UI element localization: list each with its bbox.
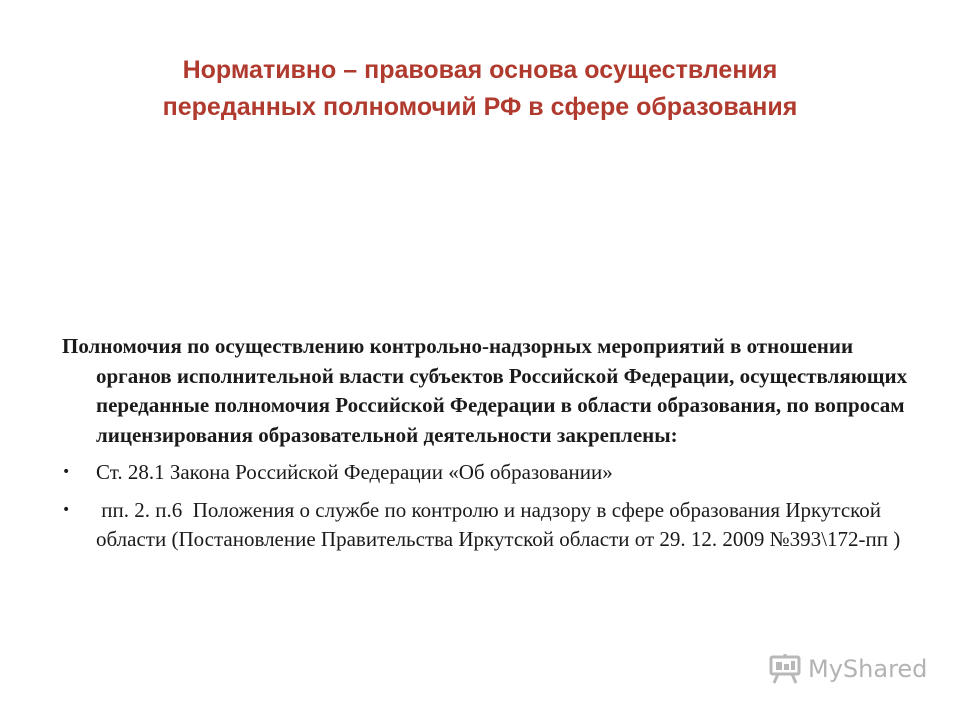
watermark-logo [768, 654, 927, 684]
bullet-text-1: Ст. 28.1 Закона Российской Федерации «Об образовании» [96, 460, 613, 484]
title-line-2: переданных полномочий РФ в сфере образования [162, 93, 798, 121]
bullet-item [62, 496, 922, 555]
watermark-text: MyShared [808, 655, 928, 683]
presentation-board-icon [768, 654, 802, 684]
bullet-symbol: • [62, 464, 71, 480]
slide-title [60, 52, 900, 126]
bullet-text-2: пп. 2. п.6 Положения о службе по контролю и надзору в сфере образования Иркутской области (Постановление Правительства Иркутской области от 29. 12. 2009 №393\172-пп ) [96, 497, 901, 551]
bullet-item [62, 458, 922, 488]
bullet-symbol: • [62, 501, 71, 518]
slide-body [62, 332, 922, 555]
intro-paragraph: Полномочия по осуществлению контрольно-надзорных мероприятий в отношении органов исполнительной власти субъектов Российской Федерации, осуществляющих переданные полномочия Российской Федерации в области образования, по вопросам лицензирования образовательной деятельности закреплены: [62, 334, 908, 447]
title-line-1: Нормативно – правовая основа осуществления [182, 56, 778, 84]
